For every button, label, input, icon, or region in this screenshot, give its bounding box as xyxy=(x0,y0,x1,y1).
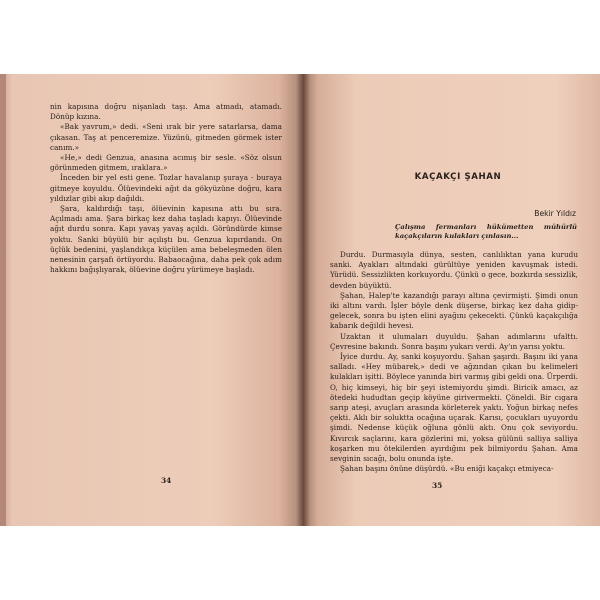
right-paragraph: Durdu. Durmasıyla dünya, sesten, canlılıktan yana kurudu sanki. Ayakları altındaki gürültüye yeniden kavuşmak istedi. Yürüdü. Sessizlikten korkuyordu. Çünkü o gece, bozkırda sessizlik, devden büyüktü. xyxy=(330,250,578,290)
left-paragraph: Şara, kaldırdığı taşı, ölüevinin kapısına attı bu sıra. Açılmadı ama. Şara birkaç kez daha taşladı kapıyı. Ölüevinde ağıt durdu sonra. Kapı yavaş yavaş açıldı. Göründürde kimse yoktu. Sanki büyülü bir açılıştı bu. Genzua kıpırdandı. On üçlük bedenini, yaşlandıkça küçülen ama bebeleşmeden ölen nenesinin çarşafı örtüyordu. Babaocağına, daha pek çok adım hakkını bağışlıyarak, ölüevine doğru yürümeye başladı. xyxy=(50,204,282,275)
right-page-body xyxy=(330,250,578,474)
right-paragraph: Uzaktan it ulumaları duyuldu. Şahan adımlarını ufalttı. Çevresine bakındı. Sonra başını yukarı verdi. Ay'ın yarısı yoktu. xyxy=(330,331,578,351)
story-title: KAÇAKÇI ŞAHAN xyxy=(414,172,502,182)
book-spread xyxy=(0,74,600,526)
left-paragraph: «Bak yavrum,» dedi. «Seni ırak bir yere satarlarsa, dama çıkasan. Taş at penceremize. Yüzünü, gitmeden görmek ister canım.» xyxy=(50,122,282,152)
story-epigraph: Çalışma fermanları hükümetten mühürlü kaçakçıların kulakları çınlasın... xyxy=(395,223,577,240)
right-page xyxy=(303,74,600,526)
book-gutter xyxy=(296,74,310,526)
right-page-number: 35 xyxy=(432,481,443,490)
left-page-number: 34 xyxy=(161,476,172,485)
left-paragraph: «He,» dedi Genzua, anasına acımış bir sesle. «Söz olsun görünmeden gitmem, ıraklara.» xyxy=(50,153,282,173)
left-page xyxy=(0,74,303,526)
left-paragraph: İnceden bir yel esti gene. Tozlar havalanıp şuraya - buraya gitmeye koyuldu. Ölüevindeki ağıt da gökyüzüne doğru, kara yıldızlar gibi akıp dağıldı. xyxy=(50,173,282,203)
left-paragraph: nin kapısına doğru nişanladı taşı. Ama atmadı, atamadı. Dönüp kızına. xyxy=(50,102,282,122)
right-paragraph: Şahan, Halep'te kazandığı parayı altına çevirmişti. Şimdi onun iki altını vardı. İşler böyle denk düşerse, birkaç kez daha gidip-gelecek, sonra bu işten elini ayağını çekecekti. Çünkü kaçakçılığa kabarık değildi hevesi. xyxy=(330,290,578,331)
right-paragraph: İyice durdu. Ay, sanki koşuyordu. Şahan şaşırdı. Başını iki yana salladı. «Hey mübarek,» dedi ve ağzından çıkan bu kelimeleri kulakları işitti. Böylece yanında biri varmış gibi geldi ona. Ürperdi. O, hiç kimseyi, hiç bir şeyi istemiyordu şimdi. Biricik amacı, az ötedeki hududtan geçip köyüne girivermekti. Çöneldi. Bir cıgara sarıp ateşi, avuçları arasında körleterek yaktı. Yoğun birkaç nefes çekti. Aklı bir soluktta ocağına uçarak. Karısı, çocukları uyuyordu şimdi. Nedense küçük oğluna gönlü aktı. Onu çok seviyordu. Kıvırcık saçlarını, kara gözlerini mi, yoksa gülünü salliya salliya koşarken mu ötekilerden ayırdığını pek bilmiyordu Şahan. Ama sevginin sıcağı, bolu onunda işte. xyxy=(330,352,578,464)
right-paragraph: Şahan başını önüne düşürdü. «Bu eniği kaçakçı etmiyeca- xyxy=(340,464,554,474)
story-author: Bekir Yıldız xyxy=(534,209,576,218)
left-page-body xyxy=(50,102,282,275)
left-page-edge xyxy=(0,74,6,526)
